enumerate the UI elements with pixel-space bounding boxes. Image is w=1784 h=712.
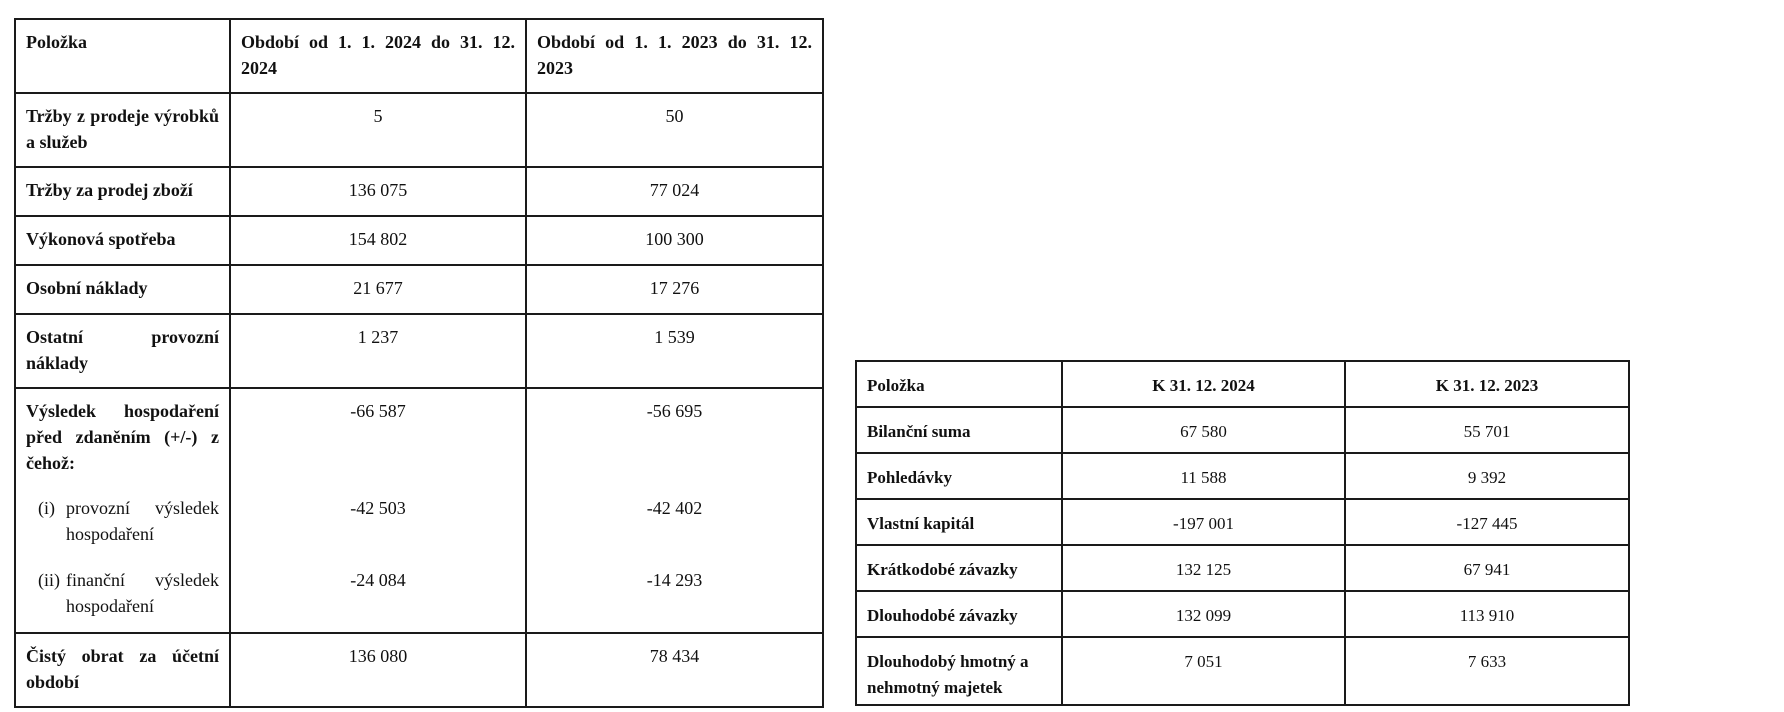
row-value-2023: -42 402 xyxy=(526,486,823,558)
row-value-2024: -66 587 xyxy=(230,388,526,486)
row-label: Čistý obrat za účetní období xyxy=(15,633,230,707)
header-cell-2024: Období od 1. 1. 2024 do 31. 12. 2024 xyxy=(230,19,526,93)
row-value-2023: -127 445 xyxy=(1345,499,1629,545)
row-label: Výsledek hospodaření před zdaněním (+/-) z čehož: xyxy=(15,388,230,486)
row-value-2024: 132 125 xyxy=(1062,545,1345,591)
header-cell-2023: K 31. 12. 2023 xyxy=(1345,361,1629,407)
balance-sheet-table xyxy=(855,360,1630,706)
subrow-number: (ii) xyxy=(38,570,60,590)
row-label: Pohledávky xyxy=(856,453,1062,499)
table-row xyxy=(856,453,1629,499)
row-value-2023: 9 392 xyxy=(1345,453,1629,499)
row-value-2023: -14 293 xyxy=(526,558,823,633)
subrow-number: (i) xyxy=(38,498,55,518)
row-value-2024: 7 051 xyxy=(1062,637,1345,705)
row-value-2024: 136 080 xyxy=(230,633,526,707)
row-value-2023: 67 941 xyxy=(1345,545,1629,591)
table-header-row xyxy=(15,19,823,93)
row-value-2024: 1 237 xyxy=(230,314,526,388)
header-cell-item: Položka xyxy=(856,361,1062,407)
table-row xyxy=(15,216,823,265)
subrow-label: provozní výsledek hospodaření xyxy=(66,498,219,544)
table-row xyxy=(15,633,823,707)
table-subrow xyxy=(15,486,823,558)
table-row xyxy=(15,314,823,388)
subrow-label: finanční výsledek hospodaření xyxy=(66,570,219,616)
row-value-2024: 21 677 xyxy=(230,265,526,314)
row-value-2023: 1 539 xyxy=(526,314,823,388)
row-value-2023: -56 695 xyxy=(526,388,823,486)
income-statement-table xyxy=(14,18,824,708)
row-value-2024: -24 084 xyxy=(230,558,526,633)
table-row xyxy=(856,545,1629,591)
table-row xyxy=(15,265,823,314)
header-cell-2024: K 31. 12. 2024 xyxy=(1062,361,1345,407)
row-value-2024: 132 099 xyxy=(1062,591,1345,637)
row-value-2024: 5 xyxy=(230,93,526,167)
table-header-row xyxy=(856,361,1629,407)
table-subrow xyxy=(15,558,823,633)
row-value-2024: -42 503 xyxy=(230,486,526,558)
row-label: Výkonová spotřeba xyxy=(15,216,230,265)
header-cell-2023: Období od 1. 1. 2023 do 31. 12. 2023 xyxy=(526,19,823,93)
table-row xyxy=(15,388,823,486)
table-row xyxy=(15,167,823,216)
table-row xyxy=(15,93,823,167)
row-value-2024: -197 001 xyxy=(1062,499,1345,545)
subrow-label-cell xyxy=(15,558,230,633)
table-row xyxy=(856,499,1629,545)
row-value-2023: 77 024 xyxy=(526,167,823,216)
row-value-2023: 113 910 xyxy=(1345,591,1629,637)
row-label: Vlastní kapitál xyxy=(856,499,1062,545)
row-value-2023: 7 633 xyxy=(1345,637,1629,705)
row-value-2023: 50 xyxy=(526,93,823,167)
row-label: Tržby z prodeje výrobků a služeb xyxy=(15,93,230,167)
row-label: Bilanční suma xyxy=(856,407,1062,453)
subrow-label-cell xyxy=(15,486,230,558)
row-value-2023: 17 276 xyxy=(526,265,823,314)
row-value-2023: 100 300 xyxy=(526,216,823,265)
row-value-2024: 154 802 xyxy=(230,216,526,265)
header-cell-item: Položka xyxy=(15,19,230,93)
row-value-2024: 67 580 xyxy=(1062,407,1345,453)
row-label: Dlouhodobé závazky xyxy=(856,591,1062,637)
row-value-2023: 78 434 xyxy=(526,633,823,707)
table-row xyxy=(856,637,1629,705)
row-value-2024: 136 075 xyxy=(230,167,526,216)
row-label: Tržby za prodej zboží xyxy=(15,167,230,216)
row-label: Ostatní provozní náklady xyxy=(15,314,230,388)
row-value-2024: 11 588 xyxy=(1062,453,1345,499)
row-label: Osobní náklady xyxy=(15,265,230,314)
row-label: Dlouhodobý hmotný a nehmotný majetek xyxy=(856,637,1062,705)
table-row xyxy=(856,591,1629,637)
row-label: Krátkodobé závazky xyxy=(856,545,1062,591)
row-value-2023: 55 701 xyxy=(1345,407,1629,453)
table-row xyxy=(856,407,1629,453)
